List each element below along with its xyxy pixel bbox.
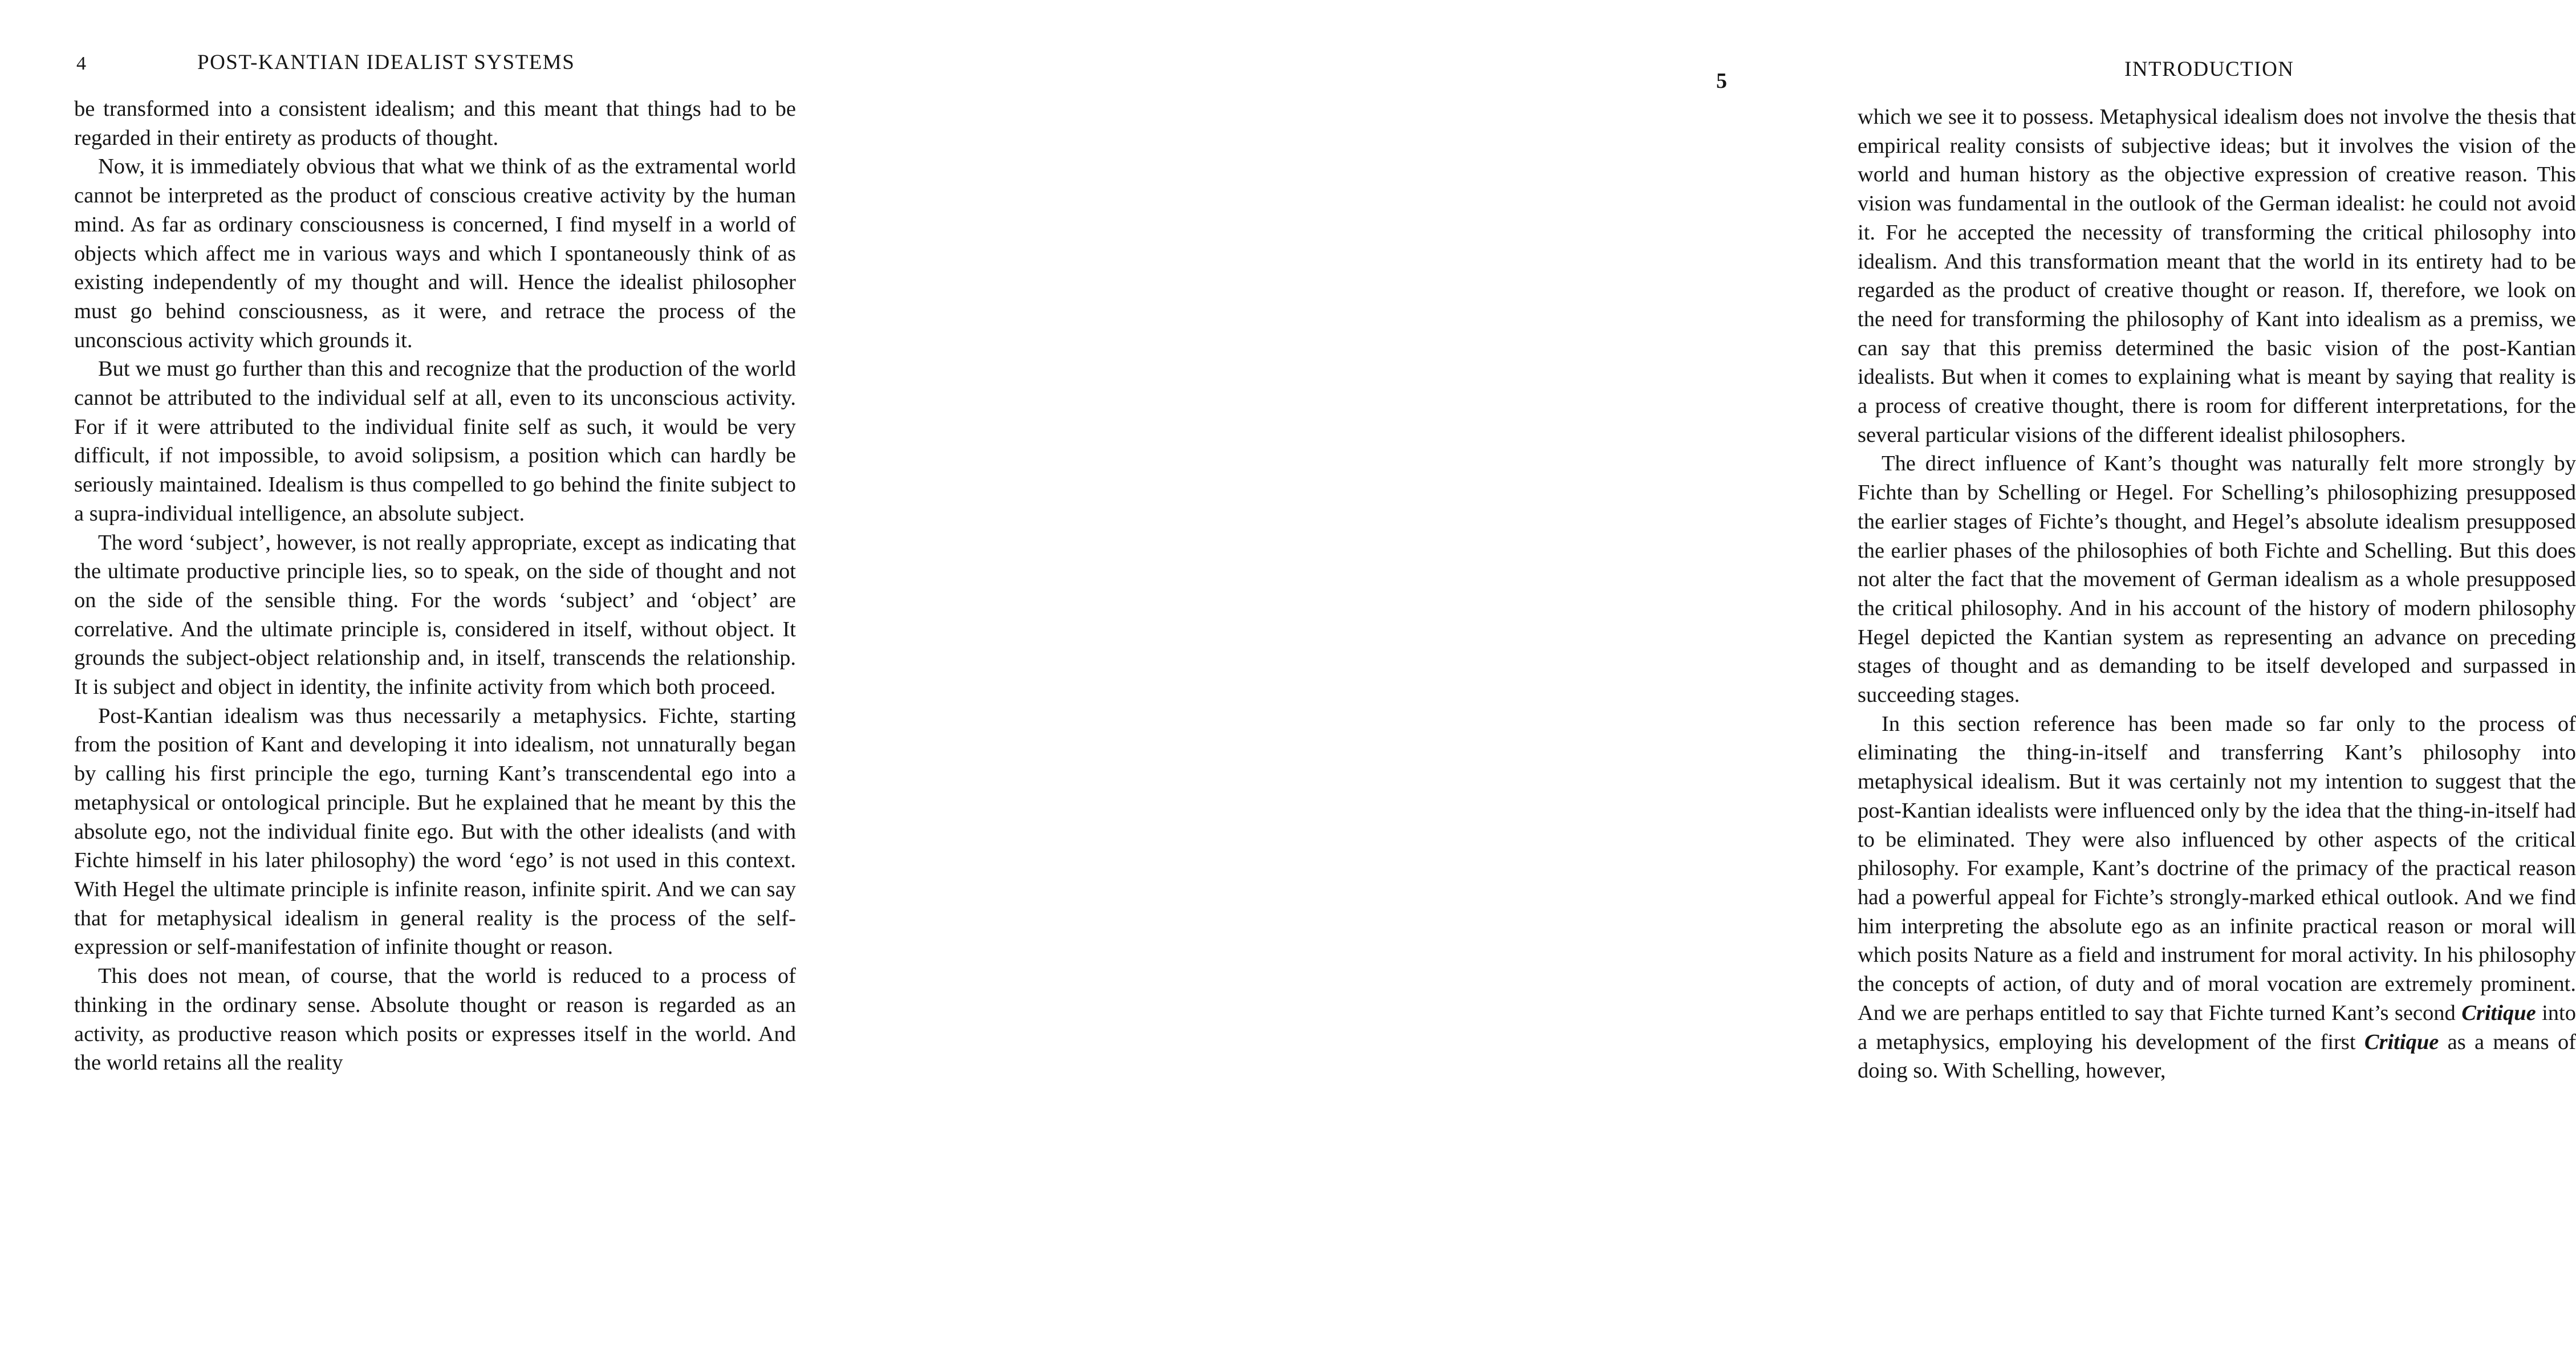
left-paragraph-4: The word ‘subject’, however, is not really appropriate, except as indicating that the ultimate productive principle lies, so to speak, on the side of thought and not on the side of the sensible thing. For the words ‘subject’ and ‘object’ are correlative. And the ultimate principle is, considered in itself, without object. It grounds the subject-object relationship and, in itself, transcends the relationship. It is subject and object in identity, the infinite activity from which both proceed. [74,530,796,700]
right-paragraph-3 [1858,710,2576,1085]
left-paragraph-2: Now, it is immediately obvious that what we think of as the extramental world cannot be interpreted as the product of conscious creative activity by the human mind. As far as ordinary consciousness is concerned, I find myself in a world of objects which affect me in various ways and which I spontaneously think of as existing independently of my thought and will. Hence the idealist philosopher must go behind consciousness, as it were, and retrace the process of the unconscious activity which grounds it. [74,154,796,352]
left-paragraph-1: be transformed into a consistent idealism; and this meant that things had to be regarded in their entirety as products of thought. [74,97,796,150]
right-page-number: 5 [1716,69,1727,93]
left-page-number: 4 [76,53,86,74]
left-paragraph-3: But we must go further than this and recognize that the production of the world cannot be attributed to the individual self at all, even to its unconscious activity. For if it were attributed to the individual finite self as such, it would be very difficult, if not impossible, to avoid solipsism, a position which can hardly be seriously maintained. Idealism is thus compelled to go behind the finite subject to a supra-individual intelligence, an absolute subject. [74,357,796,526]
left-body-text [74,95,796,1077]
left-paragraph-5: Post-Kantian idealism was thus necessarily a metaphysics. Fichte, starting from the position of Kant and developing it into idealism, not unnaturally began by calling his first principle the ego, turning Kant’s transcendental ego into a metaphysical or ontological principle. But he explained that he meant by this the absolute ego, not the individual finite ego. But with the other idealists (and with Fichte himself in his later philosophy) the word ‘ego’ is not used in this context. With Hegel the ultimate principle is infinite reason, infinite spirit. And we can say that for metaphysical idealism in general reality is the process of the self-expression or self-manifestation of infinite thought or reason. [74,704,796,959]
critique-italic-2: Critique [2364,1030,2439,1054]
right-paragraph-1: which we see it to possess. Metaphysical idealism does not involve the thesis that empirical reality consists of subjective ideas; but it involves the vision of the world and human history as the objective expression of creative reason. This vision was fundamental in the outlook of the German idealist: he could not avoid it. For he accepted the necessity of transforming the critical philosophy into idealism. And this transformation meant that the world in its entirety had to be regarded as the product of creative thought or reason. If, therefore, we look on the need for transforming the philosophy of Kant into idealism as a premiss, we can say that this premiss determined the basic vision of the post-Kantian idealists. But when it comes to explaining what is meant by saying that reality is a process of creative thought, there is room for different interpretations, for the several particular visions of the different idealist philosophers. [1858,105,2576,447]
left-running-head: POST-KANTIAN IDEALIST SYSTEMS [197,51,575,74]
right-paragraph-3-text-b: into a metaphysics, employing his development of the first [1858,1001,2576,1054]
right-body-text [1858,103,2576,1085]
left-page [0,0,876,1350]
right-paragraph-2: The direct influence of Kant’s thought was naturally felt more strongly by Fichte than by Schelling or Hegel. For Schelling’s philosophizing presupposed the earlier stages of Fichte’s thought, and Hegel’s absolute idealism presupposed the earlier phases of the philosophies of both Fichte and Schelling. But this does not alter the fact that the movement of German idealism as a whole presupposed the critical philosophy. And in his account of the history of modern philosophy Hegel depicted the Kantian system as representing an advance on preceding stages of thought and as demanding to be itself developed and surpassed in succeeding stages. [1858,452,2576,707]
critique-italic-1: Critique [2461,1001,2536,1025]
right-page [876,0,2576,1350]
right-paragraph-3-text-a: In this section reference has been made so far only to the process of eliminating the thing-in-itself and transferring Kant’s philosophy into metaphysical idealism. But it was certainly not my intention to suggest that the post-Kantian idealists were influenced only by the idea that the thing-in-itself had to be eliminated. They were also influenced by other aspects of the critical philosophy. For example, Kant’s doctrine of the primacy of the practical reason had a powerful appeal for Fichte’s strongly-marked ethical outlook. And we find him interpreting the absolute ego as an infinite practical reason or moral will which posits Nature as a field and instrument for moral activity. In his philosophy the concepts of action, of duty and of moral vocation are extremely prominent. And we are perhaps entitled to say that Fichte turned Kant’s second [1858,711,2576,1025]
left-paragraph-6: This does not mean, of course, that the world is reduced to a process of thinking in the ordinary sense. Absolute thought or reason is regarded as an activity, as productive reason which posits or expresses itself in the world. And the world retains all the reality [74,964,796,1075]
right-paragraph-3-text-c: as a means of doing so. With Schelling, however, [1858,1030,2576,1083]
right-running-head: INTRODUCTION [2124,58,2294,81]
